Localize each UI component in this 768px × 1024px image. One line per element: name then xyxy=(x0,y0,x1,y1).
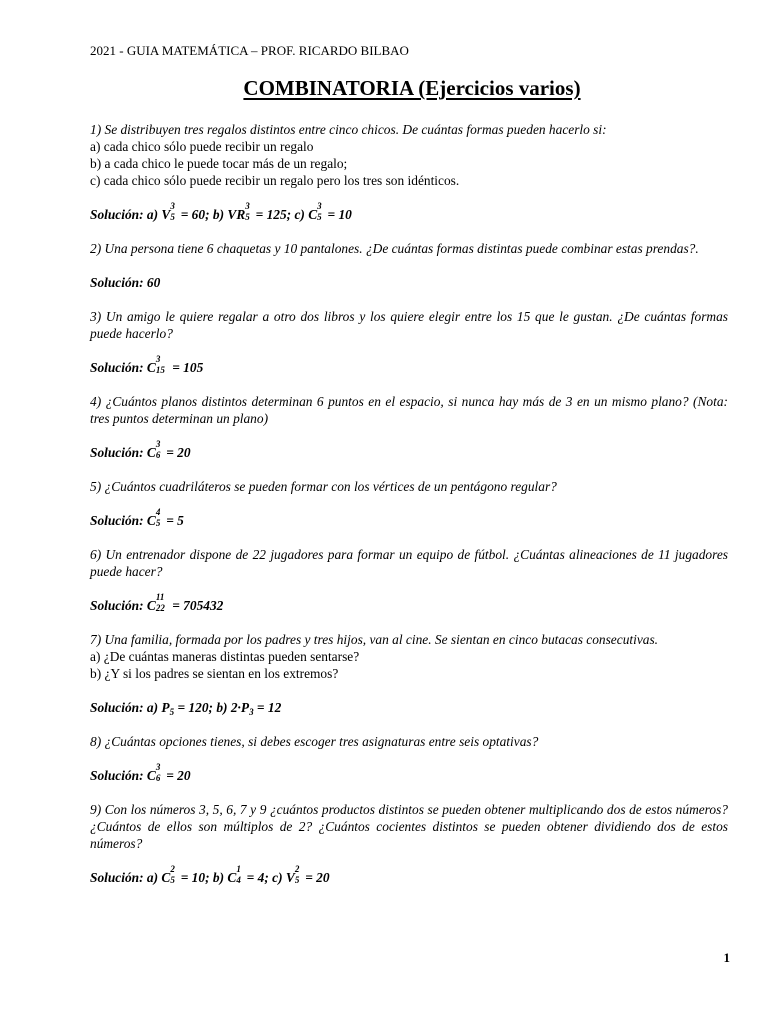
page-number: 1 xyxy=(723,950,730,965)
solution-2: Solución: 60 xyxy=(90,275,161,290)
exercise-1-option-c: c) cada chico sólo puede recibir un regalo pero los tres son idénticos. xyxy=(90,173,460,188)
solution-1: Solución: a) V 3 5 = 60; b) VR 3 5 = 125; c) C 3 5 = 10 xyxy=(90,201,352,222)
exercise-3-question: 3) Un amigo le quiere regalar a otro dos libros y los quiere elegir entre los 15 que le gustan. ¿De cuántas formas puede hacerlo? xyxy=(90,309,728,341)
exercise-1-option-a: a) cada chico sólo puede recibir un regalo xyxy=(90,139,314,154)
solution-9: Solución: a) C 2 5 = 10; b) C 1 4 = 4; c) V 2 5 = 20 xyxy=(90,864,330,885)
exercise-7-option-a: a) ¿De cuántas maneras distintas pueden sentarse? xyxy=(90,649,360,664)
exercise-list xyxy=(90,121,728,886)
exercise-1-question: 1) Se distribuyen tres regalos distintos entre cinco chicos. De cuántas formas pueden hacerlo si: xyxy=(90,122,607,137)
exercise-5-question: 5) ¿Cuántos cuadriláteros se pueden formar con los vértices de un pentágono regular? xyxy=(90,479,557,494)
solution-8: Solución: C 3 6 = 20 xyxy=(90,762,191,783)
exercise-8-question: 8) ¿Cuántas opciones tienes, si debes escoger tres asignaturas entre seis optativas? xyxy=(90,734,539,749)
exercise-9-question: 9) Con los números 3, 5, 6, 7 y 9 ¿cuántos productos distintos se pueden obtener multiplicando dos de estos números? ¿Cuántos de ellos son múltiplos de 2? ¿Cuántos cocientes distintos se pueden obtener dividiendo dos de estos números? xyxy=(90,802,728,851)
solution-6: Solución: C 11 22 = 705432 xyxy=(90,592,224,613)
exercise-1-option-b: b) a cada chico le puede tocar más de un regalo; xyxy=(90,156,348,171)
solution-4: Solución: C 3 6 = 20 xyxy=(90,439,191,460)
solution-3: Solución: C 3 15 = 105 xyxy=(90,354,204,375)
solution-5: Solución: C 4 5 = 5 xyxy=(90,507,184,528)
exercise-7-question: 7) Una familia, formada por los padres y tres hijos, van al cine. Se sientan en cinco butacas consecutivas. xyxy=(90,632,659,647)
exercise-7-option-b: b) ¿Y si los padres se sientan en los extremos? xyxy=(90,666,339,681)
exercise-2-question: 2) Una persona tiene 6 chaquetas y 10 pantalones. ¿De cuántas formas distintas puede combinar estas prendas?. xyxy=(90,241,699,256)
page-title: COMBINATORIA (Ejercicios varios) xyxy=(243,76,581,100)
solution-7: Solución: a) $P_5 = 120$; b) $2\cdot P_3 = 12$ xyxy=(90,700,282,717)
page-header: 2021 - GUIA MATEMÁTICA – PROF. RICARDO BILBAO xyxy=(90,43,409,58)
exercise-4-question: 4) ¿Cuántos planos distintos determinan 6 puntos en el espacio, si nunca hay más de 3 en un mismo plano? (Nota: tres puntos determinan un plano) xyxy=(90,394,728,426)
exercise-1 xyxy=(90,121,728,189)
exercise-7 xyxy=(90,631,728,682)
exercise-6-question: 6) Un entrenador dispone de 22 jugadores para formar un equipo de fútbol. ¿Cuántas alineaciones de 11 jugadores puede hacer? xyxy=(90,547,728,579)
